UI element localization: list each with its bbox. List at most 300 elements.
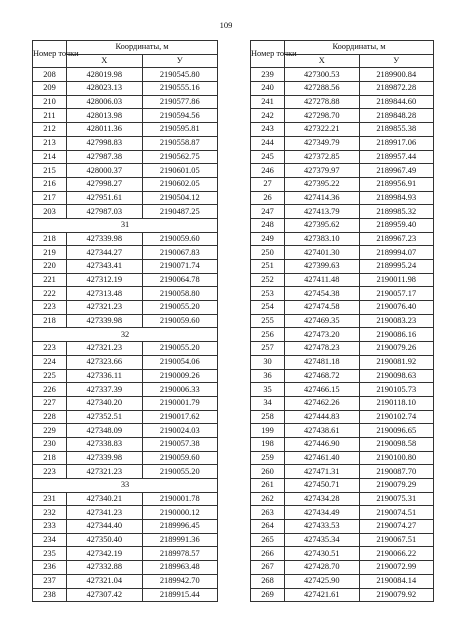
x-coordinate-cell: 427349.79: [285, 136, 360, 150]
point-number-cell: 268: [251, 574, 285, 588]
y-coordinate-cell: 2189855.38: [359, 123, 434, 137]
y-coordinate-cell: 2190487.25: [142, 205, 218, 219]
table-row: [33, 301, 218, 315]
header-coordinates: Координаты, м: [285, 41, 434, 55]
x-coordinate-cell: 427340.21: [67, 492, 143, 506]
point-number-cell: 263: [251, 506, 285, 520]
y-coordinate-cell: 2190081.92: [359, 355, 434, 369]
point-number-cell: 198: [251, 437, 285, 451]
y-coordinate-cell: 2189848.28: [359, 109, 434, 123]
table-row: [251, 68, 434, 82]
table-row: [33, 574, 218, 588]
y-coordinate-cell: 2190098.63: [359, 369, 434, 383]
y-coordinate-cell: 2190024.03: [142, 424, 218, 438]
table-row: [33, 506, 218, 520]
point-number-cell: 34: [251, 396, 285, 410]
point-number-cell: 237: [33, 574, 67, 588]
y-coordinate-cell: 2190087.70: [359, 465, 434, 479]
y-coordinate-cell: 2190001.78: [142, 492, 218, 506]
point-number-cell: 229: [33, 424, 67, 438]
x-coordinate-cell: 427350.40: [67, 533, 143, 547]
x-coordinate-cell: 427450.71: [285, 479, 360, 493]
point-number-cell: 242: [251, 109, 285, 123]
x-coordinate-cell: 428011.36: [67, 123, 143, 137]
table-row: [33, 164, 218, 178]
table-row: [251, 465, 434, 479]
x-coordinate-cell: 427469.35: [285, 314, 360, 328]
table-row: [33, 205, 218, 219]
x-coordinate-cell: 428000.37: [67, 164, 143, 178]
point-number-cell: 243: [251, 123, 285, 137]
y-coordinate-cell: 2190057.17: [359, 287, 434, 301]
point-number-cell: 247: [251, 205, 285, 219]
y-coordinate-cell: 2189991.36: [142, 533, 218, 547]
y-coordinate-cell: 2189963.48: [142, 561, 218, 575]
x-coordinate-cell: 427421.61: [285, 588, 360, 602]
point-number-cell: 254: [251, 301, 285, 315]
point-number-cell: 209: [33, 82, 67, 96]
point-number-cell: 261: [251, 479, 285, 493]
y-coordinate-cell: 2190011.98: [359, 273, 434, 287]
y-coordinate-cell: 2190083.23: [359, 314, 434, 328]
y-coordinate-cell: 2190577.86: [142, 95, 218, 109]
table-row: [33, 123, 218, 137]
x-coordinate-cell: 427340.20: [67, 396, 143, 410]
y-coordinate-cell: 2190098.58: [359, 437, 434, 451]
y-coordinate-cell: 2189978.57: [142, 547, 218, 561]
table-row: [33, 437, 218, 451]
table-row: [251, 232, 434, 246]
x-coordinate-cell: 427321.23: [67, 465, 143, 479]
x-coordinate-cell: 427998.83: [67, 136, 143, 150]
table-row: [251, 136, 434, 150]
x-coordinate-cell: 427468.72: [285, 369, 360, 383]
y-coordinate-cell: 2190072.99: [359, 561, 434, 575]
table-row: [251, 424, 434, 438]
y-coordinate-cell: 2190058.80: [142, 287, 218, 301]
point-number-cell: 35: [251, 383, 285, 397]
x-coordinate-cell: 427322.21: [285, 123, 360, 137]
point-number-cell: 199: [251, 424, 285, 438]
y-coordinate-cell: 2190102.74: [359, 410, 434, 424]
table-row: [251, 451, 434, 465]
y-coordinate-cell: 2189872.28: [359, 82, 434, 96]
x-coordinate-cell: 427307.42: [67, 588, 143, 602]
y-coordinate-cell: 2189985.32: [359, 205, 434, 219]
x-coordinate-cell: 427401.30: [285, 246, 360, 260]
section-number: 32: [33, 328, 218, 342]
y-coordinate-cell: 2190105.73: [359, 383, 434, 397]
y-coordinate-cell: 2190558.87: [142, 136, 218, 150]
y-coordinate-cell: 2190594.56: [142, 109, 218, 123]
point-number-cell: 232: [33, 506, 67, 520]
header-x: X: [285, 54, 360, 68]
x-coordinate-cell: 427342.19: [67, 547, 143, 561]
y-coordinate-cell: 2189915.44: [142, 588, 218, 602]
point-number-cell: 212: [33, 123, 67, 137]
table-row: [33, 136, 218, 150]
x-coordinate-cell: 427430.51: [285, 547, 360, 561]
x-coordinate-cell: 427473.20: [285, 328, 360, 342]
point-number-cell: 218: [33, 232, 67, 246]
y-coordinate-cell: 2189996.45: [142, 520, 218, 534]
point-number-cell: 213: [33, 136, 67, 150]
table-row: [251, 437, 434, 451]
table-body-right: [251, 68, 434, 602]
point-number-cell: 26: [251, 191, 285, 205]
point-number-cell: 255: [251, 314, 285, 328]
table-row: [251, 328, 434, 342]
table-row: [33, 314, 218, 328]
y-coordinate-cell: 2190055.20: [142, 301, 218, 315]
x-coordinate-cell: 427288.56: [285, 82, 360, 96]
table-row: [33, 547, 218, 561]
x-coordinate-cell: 427323.66: [67, 355, 143, 369]
x-coordinate-cell: 428006.03: [67, 95, 143, 109]
x-coordinate-cell: 427951.61: [67, 191, 143, 205]
x-coordinate-cell: 427454.38: [285, 287, 360, 301]
x-coordinate-cell: 427337.39: [67, 383, 143, 397]
x-coordinate-cell: 427987.03: [67, 205, 143, 219]
point-number-cell: 208: [33, 68, 67, 82]
table-row: [251, 355, 434, 369]
table-row: [33, 287, 218, 301]
point-number-cell: 216: [33, 177, 67, 191]
table-row: [33, 561, 218, 575]
table-row: [33, 410, 218, 424]
table-row: [33, 424, 218, 438]
point-number-cell: 222: [33, 287, 67, 301]
point-number-cell: 265: [251, 533, 285, 547]
x-coordinate-cell: 427411.48: [285, 273, 360, 287]
y-coordinate-cell: 2190067.83: [142, 246, 218, 260]
point-number-cell: 218: [33, 314, 67, 328]
point-number-cell: 227: [33, 396, 67, 410]
y-coordinate-cell: 2189994.07: [359, 246, 434, 260]
point-number-cell: 234: [33, 533, 67, 547]
point-number-cell: 230: [33, 437, 67, 451]
x-coordinate-cell: 427372.85: [285, 150, 360, 164]
y-coordinate-cell: 2190562.75: [142, 150, 218, 164]
x-coordinate-cell: 428013.98: [67, 109, 143, 123]
y-coordinate-cell: 2190118.10: [359, 396, 434, 410]
x-coordinate-cell: 427339.98: [67, 314, 143, 328]
y-coordinate-cell: 2189967.49: [359, 164, 434, 178]
table-row: [251, 246, 434, 260]
table-row: [251, 574, 434, 588]
point-number-cell: 210: [33, 95, 67, 109]
point-number-cell: 244: [251, 136, 285, 150]
x-coordinate-cell: 427313.48: [67, 287, 143, 301]
coordinates-table-left: [32, 40, 218, 602]
table-row: [251, 396, 434, 410]
point-number-cell: 36: [251, 369, 285, 383]
x-coordinate-cell: 427321.23: [67, 301, 143, 315]
x-coordinate-cell: 427339.98: [67, 232, 143, 246]
table-row: [33, 177, 218, 191]
table-row: [33, 396, 218, 410]
x-coordinate-cell: 427434.28: [285, 492, 360, 506]
y-coordinate-cell: 2190504.12: [142, 191, 218, 205]
table-row: [251, 123, 434, 137]
y-coordinate-cell: 2190059.60: [142, 314, 218, 328]
y-coordinate-cell: 2189959.40: [359, 218, 434, 232]
section-separator-row: [33, 218, 218, 232]
point-number-cell: 223: [33, 465, 67, 479]
point-number-cell: 239: [251, 68, 285, 82]
y-coordinate-cell: 2190054.06: [142, 355, 218, 369]
x-coordinate-cell: 427399.63: [285, 260, 360, 274]
x-coordinate-cell: 427395.62: [285, 218, 360, 232]
table-row: [251, 561, 434, 575]
y-coordinate-cell: 2190067.51: [359, 533, 434, 547]
table-row: [33, 383, 218, 397]
x-coordinate-cell: 427434.49: [285, 506, 360, 520]
x-coordinate-cell: 427446.90: [285, 437, 360, 451]
point-number-cell: 228: [33, 410, 67, 424]
y-coordinate-cell: 2190096.65: [359, 424, 434, 438]
y-coordinate-cell: 2189967.23: [359, 232, 434, 246]
table-row: [251, 82, 434, 96]
table-row: [33, 520, 218, 534]
point-number-cell: 223: [33, 342, 67, 356]
point-number-cell: 249: [251, 232, 285, 246]
point-number-cell: 269: [251, 588, 285, 602]
x-coordinate-cell: 427278.88: [285, 95, 360, 109]
table-row: [251, 383, 434, 397]
point-number-cell: 233: [33, 520, 67, 534]
y-coordinate-cell: 2190079.29: [359, 479, 434, 493]
table-row: [251, 191, 434, 205]
x-coordinate-cell: 427998.27: [67, 177, 143, 191]
y-coordinate-cell: 2190079.26: [359, 342, 434, 356]
x-coordinate-cell: 427321.04: [67, 574, 143, 588]
table-row: [251, 342, 434, 356]
y-coordinate-cell: 2190059.60: [142, 451, 218, 465]
point-number-cell: 231: [33, 492, 67, 506]
table-row: [251, 95, 434, 109]
x-coordinate-cell: 427336.11: [67, 369, 143, 383]
header-y: У: [359, 54, 434, 68]
table-row: [33, 342, 218, 356]
point-number-cell: 30: [251, 355, 285, 369]
table-row: [251, 164, 434, 178]
y-coordinate-cell: 2189995.24: [359, 260, 434, 274]
table-row: [251, 533, 434, 547]
point-number-cell: 219: [33, 246, 67, 260]
point-number-cell: 238: [33, 588, 67, 602]
page-number: 109: [219, 20, 233, 30]
y-coordinate-cell: 2190100.80: [359, 451, 434, 465]
point-number-cell: 252: [251, 273, 285, 287]
y-coordinate-cell: 2190009.26: [142, 369, 218, 383]
table-row: [33, 260, 218, 274]
x-coordinate-cell: 427461.40: [285, 451, 360, 465]
x-coordinate-cell: 427435.34: [285, 533, 360, 547]
table-row: [251, 260, 434, 274]
x-coordinate-cell: 427395.22: [285, 177, 360, 191]
header-y: У: [142, 54, 218, 68]
point-number-cell: 253: [251, 287, 285, 301]
y-coordinate-cell: 2189844.60: [359, 95, 434, 109]
x-coordinate-cell: 427462.26: [285, 396, 360, 410]
y-coordinate-cell: 2190055.20: [142, 342, 218, 356]
x-coordinate-cell: 427444.83: [285, 410, 360, 424]
table-row: [251, 177, 434, 191]
section-separator-row: [33, 328, 218, 342]
point-number-cell: 236: [33, 561, 67, 575]
point-number-cell: 224: [33, 355, 67, 369]
table-row: [33, 451, 218, 465]
point-number-cell: 218: [33, 451, 67, 465]
table-row: [251, 287, 434, 301]
y-coordinate-cell: 2190001.79: [142, 396, 218, 410]
y-coordinate-cell: 2190602.05: [142, 177, 218, 191]
point-number-cell: 262: [251, 492, 285, 506]
point-number-cell: 251: [251, 260, 285, 274]
y-coordinate-cell: 2190084.14: [359, 574, 434, 588]
header-x: X: [67, 54, 143, 68]
point-number-cell: 245: [251, 150, 285, 164]
x-coordinate-cell: 427383.10: [285, 232, 360, 246]
table-row: [33, 109, 218, 123]
y-coordinate-cell: 2190601.05: [142, 164, 218, 178]
point-number-cell: 259: [251, 451, 285, 465]
x-coordinate-cell: 427987.38: [67, 150, 143, 164]
table-body-left: [33, 68, 218, 602]
y-coordinate-cell: 2190075.31: [359, 492, 434, 506]
point-number-cell: 27: [251, 177, 285, 191]
x-coordinate-cell: 427300.53: [285, 68, 360, 82]
section-number: 33: [33, 479, 218, 493]
table-row: [33, 82, 218, 96]
y-coordinate-cell: 2190071.74: [142, 260, 218, 274]
table-row: [33, 369, 218, 383]
point-number-cell: 256: [251, 328, 285, 342]
point-number-cell: 266: [251, 547, 285, 561]
y-coordinate-cell: 2190555.16: [142, 82, 218, 96]
y-coordinate-cell: 2190059.60: [142, 232, 218, 246]
table-row: [33, 588, 218, 602]
table-row: [251, 218, 434, 232]
x-coordinate-cell: 428023.13: [67, 82, 143, 96]
y-coordinate-cell: 2190064.78: [142, 273, 218, 287]
table-row: [251, 369, 434, 383]
table-row: [251, 410, 434, 424]
y-coordinate-cell: 2189942.70: [142, 574, 218, 588]
point-number-cell: 260: [251, 465, 285, 479]
y-coordinate-cell: 2190074.27: [359, 520, 434, 534]
table-row: [33, 273, 218, 287]
x-coordinate-cell: 427438.61: [285, 424, 360, 438]
point-number-cell: 250: [251, 246, 285, 260]
y-coordinate-cell: 2190006.33: [142, 383, 218, 397]
table-row: [251, 506, 434, 520]
x-coordinate-cell: 427344.27: [67, 246, 143, 260]
x-coordinate-cell: 427466.15: [285, 383, 360, 397]
table-row: [251, 109, 434, 123]
point-number-cell: 211: [33, 109, 67, 123]
point-number-cell: 257: [251, 342, 285, 356]
point-number-cell: 217: [33, 191, 67, 205]
x-coordinate-cell: 427348.09: [67, 424, 143, 438]
x-coordinate-cell: 427338.83: [67, 437, 143, 451]
x-coordinate-cell: 427344.40: [67, 520, 143, 534]
point-number-cell: 225: [33, 369, 67, 383]
table-row: [251, 301, 434, 315]
table-row: [251, 205, 434, 219]
x-coordinate-cell: 427343.41: [67, 260, 143, 274]
x-coordinate-cell: 427425.90: [285, 574, 360, 588]
table-row: [33, 246, 218, 260]
point-number-cell: 226: [33, 383, 67, 397]
header-coordinates: Координаты, м: [67, 41, 218, 55]
table-row: [33, 68, 218, 82]
y-coordinate-cell: 2189900.84: [359, 68, 434, 82]
table-row: [33, 191, 218, 205]
point-number-cell: 215: [33, 164, 67, 178]
header-point-number: Номер точки: [33, 41, 67, 68]
point-number-cell: 246: [251, 164, 285, 178]
point-number-cell: 240: [251, 82, 285, 96]
point-number-cell: 221: [33, 273, 67, 287]
x-coordinate-cell: 427433.53: [285, 520, 360, 534]
x-coordinate-cell: 427379.97: [285, 164, 360, 178]
point-number-cell: 267: [251, 561, 285, 575]
x-coordinate-cell: 427341.23: [67, 506, 143, 520]
section-number: 31: [33, 218, 218, 232]
y-coordinate-cell: 2189957.44: [359, 150, 434, 164]
x-coordinate-cell: 427339.98: [67, 451, 143, 465]
point-number-cell: 241: [251, 95, 285, 109]
table-row: [33, 232, 218, 246]
x-coordinate-cell: 427414.36: [285, 191, 360, 205]
x-coordinate-cell: 427471.31: [285, 465, 360, 479]
table-row: [33, 492, 218, 506]
x-coordinate-cell: 427478.23: [285, 342, 360, 356]
table-row: [33, 150, 218, 164]
x-coordinate-cell: 427298.70: [285, 109, 360, 123]
table-row: [251, 547, 434, 561]
point-number-cell: 264: [251, 520, 285, 534]
point-number-cell: 220: [33, 260, 67, 274]
table-row: [251, 314, 434, 328]
point-number-cell: 258: [251, 410, 285, 424]
y-coordinate-cell: 2189984.93: [359, 191, 434, 205]
y-coordinate-cell: 2190055.20: [142, 465, 218, 479]
y-coordinate-cell: 2190017.62: [142, 410, 218, 424]
point-number-cell: 203: [33, 205, 67, 219]
y-coordinate-cell: 2190057.38: [142, 437, 218, 451]
table-row: [251, 492, 434, 506]
y-coordinate-cell: 2190079.92: [359, 588, 434, 602]
section-separator-row: [33, 479, 218, 493]
y-coordinate-cell: 2189956.91: [359, 177, 434, 191]
y-coordinate-cell: 2190076.40: [359, 301, 434, 315]
x-coordinate-cell: 427312.19: [67, 273, 143, 287]
y-coordinate-cell: 2189917.06: [359, 136, 434, 150]
y-coordinate-cell: 2190595.81: [142, 123, 218, 137]
table-row: [251, 588, 434, 602]
table-row: [251, 479, 434, 493]
table-row: [33, 465, 218, 479]
x-coordinate-cell: 427481.18: [285, 355, 360, 369]
point-number-cell: 223: [33, 301, 67, 315]
y-coordinate-cell: 2190545.80: [142, 68, 218, 82]
y-coordinate-cell: 2190086.16: [359, 328, 434, 342]
y-coordinate-cell: 2190074.51: [359, 506, 434, 520]
table-row: [251, 150, 434, 164]
